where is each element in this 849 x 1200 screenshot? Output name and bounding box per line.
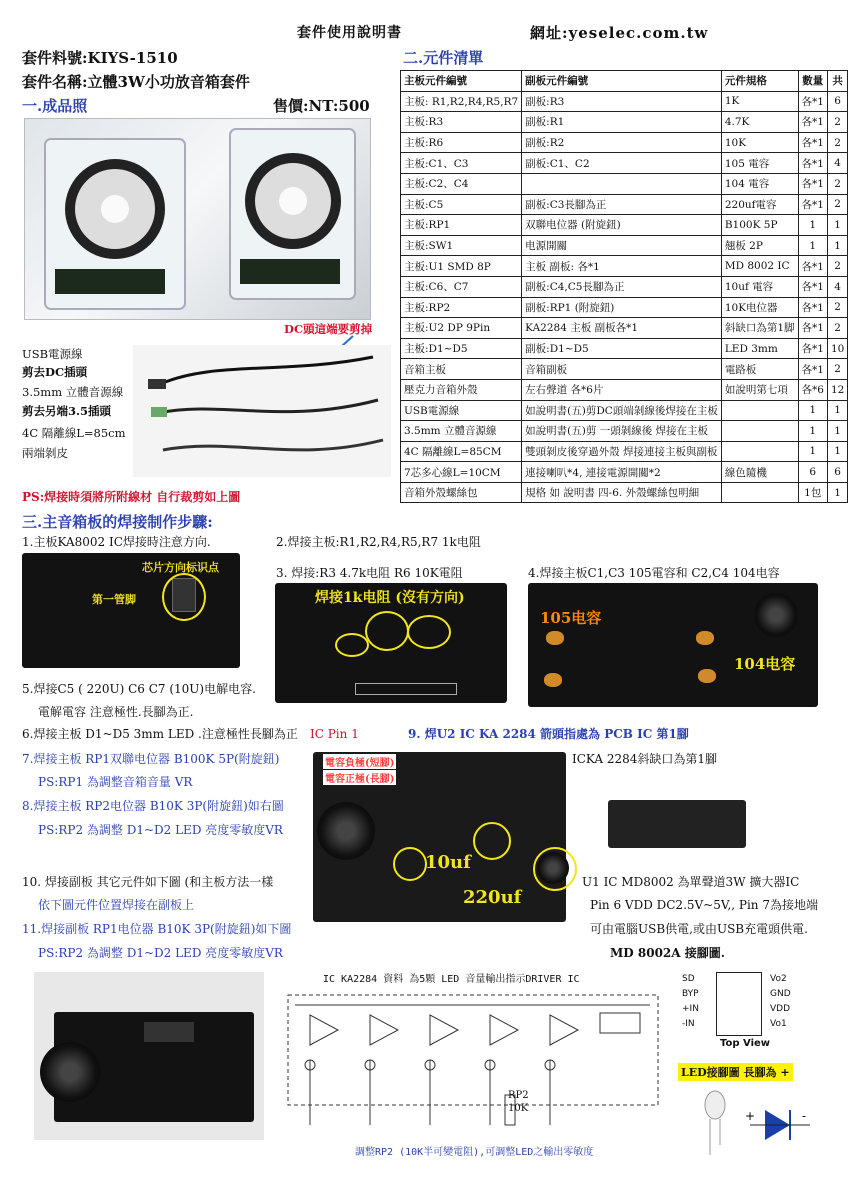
total-cell: 6 bbox=[827, 462, 847, 483]
sub-board-cell: 副板:RP1 (附旋鈕) bbox=[522, 297, 722, 318]
spec-cell: 10K电位器 bbox=[721, 297, 798, 318]
main-board-cell: 主板:R6 bbox=[401, 132, 522, 153]
sub-board-cell: KA2284 主板 副板各*1 bbox=[522, 318, 722, 339]
qty-cell: 各*1 bbox=[798, 132, 827, 153]
step-2: 2.焊接主板:R1,R2,R4,R5,R7 1k电阻 bbox=[276, 535, 481, 549]
table-row bbox=[401, 338, 848, 359]
table-row bbox=[401, 91, 848, 112]
sub-board-cell: 主板 副板: 各*1 bbox=[522, 256, 722, 277]
step-10b: 依下圖元件位置焊接在副板上 bbox=[38, 898, 195, 912]
step-6: 6.焊接主板 D1~D5 3mm LED .注意極性長腳為正 bbox=[22, 727, 298, 741]
total-cell: 6 bbox=[827, 91, 847, 112]
qty-cell: 1 bbox=[798, 421, 827, 442]
website-url[interactable]: 網址:yeselec.com.tw bbox=[530, 24, 709, 42]
sub-board-cell: 副板:C1、C2 bbox=[522, 153, 722, 174]
section-1-title: 一.成品照 bbox=[22, 97, 88, 115]
total-cell: 1 bbox=[827, 421, 847, 442]
ic-info-2: Pin 6 VDD DC2.5V~5V,, Pin 7為接地端 bbox=[590, 898, 818, 912]
main-board-cell: 4C 隔離線L=85CM bbox=[401, 441, 522, 462]
total-cell: 2 bbox=[827, 318, 847, 339]
c220uf-label: 220uf bbox=[463, 887, 522, 908]
spec-cell: 220uf電容 bbox=[721, 194, 798, 215]
total-cell: 4 bbox=[827, 276, 847, 297]
led-diagram bbox=[690, 1085, 820, 1165]
header-qty: 數量 bbox=[798, 71, 827, 92]
potentiometer bbox=[40, 1042, 100, 1102]
ic-chip-photo bbox=[608, 800, 746, 848]
highlight-circle bbox=[533, 847, 577, 891]
dc-cut-note: DC頭這端要剪掉 bbox=[284, 322, 373, 336]
spec-cell bbox=[721, 400, 798, 421]
sub-board-cell: 副板:R1 bbox=[522, 112, 722, 133]
step-7a: 7.焊接主板 RP1双聯电位器 B100K 5P(附旋鈕) bbox=[22, 752, 280, 766]
highlight-circle bbox=[162, 573, 206, 621]
pcb-photo-main bbox=[313, 752, 566, 922]
spec-cell: 4.7K bbox=[721, 112, 798, 133]
table-row bbox=[401, 215, 848, 236]
header-spec: 元件規格 bbox=[721, 71, 798, 92]
parts-table bbox=[400, 70, 848, 503]
rp2-label: RP2 bbox=[508, 1090, 529, 1101]
total-cell: 1 bbox=[827, 441, 847, 462]
qty-cell: 各*1 bbox=[798, 173, 827, 194]
main-board-cell: 主板: R1,R2,R4,R5,R7 bbox=[401, 91, 522, 112]
table-row bbox=[401, 194, 848, 215]
header-sub-board: 副板元件編號 bbox=[522, 71, 722, 92]
step-4: 4.焊接主板C1,C3 105電容和 C2,C4 104电容 bbox=[528, 566, 780, 580]
table-row bbox=[401, 359, 848, 380]
qty-cell: 1包 bbox=[798, 482, 827, 503]
ic-info-3: 可由電腦USB供電,或由USB充電頭供電. bbox=[590, 922, 808, 936]
capacitor bbox=[696, 631, 714, 645]
spec-cell: 斜缺口為第1脚 bbox=[721, 318, 798, 339]
header-main-board: 主板元件編號 bbox=[401, 71, 522, 92]
qty-cell: 各*1 bbox=[798, 318, 827, 339]
table-row bbox=[401, 462, 848, 483]
table-header-row bbox=[401, 71, 848, 92]
total-cell: 12 bbox=[827, 379, 847, 400]
highlight-circle bbox=[365, 611, 409, 651]
table-row bbox=[401, 112, 848, 133]
kit-price: 售價:NT:500 bbox=[273, 97, 370, 115]
step-8b: PS:RP2 為調整 D1~D2 LED 亮度零敏度VR bbox=[38, 823, 283, 837]
main-board-cell: 音箱外殼螺絲包 bbox=[401, 482, 522, 503]
sub-board-cell: 規格 如 說明書 四-6. 外殼螺絲包明細 bbox=[522, 482, 722, 503]
c104-label: 104电容 bbox=[734, 655, 796, 673]
neg-short-label: 電容負極(短腳) bbox=[323, 754, 396, 769]
spec-cell: B100K 5P bbox=[721, 215, 798, 236]
spec-cell bbox=[721, 421, 798, 442]
main-board-cell: USB電源線 bbox=[401, 400, 522, 421]
ps-note: PS:焊接時須將所附線材 自行裁剪如上圖 bbox=[22, 490, 241, 504]
main-board-cell: 主板:C1、C3 bbox=[401, 153, 522, 174]
sub-board-photo bbox=[34, 972, 264, 1140]
spec-cell: MD 8002 IC bbox=[721, 256, 798, 277]
table-row bbox=[401, 318, 848, 339]
qty-cell: 1 bbox=[798, 441, 827, 462]
sub-board-cell: 連接喇叭*4, 連接電源開關*2 bbox=[522, 462, 722, 483]
table-row bbox=[401, 153, 848, 174]
pcb-photo-ic-direction bbox=[22, 553, 240, 668]
table-row bbox=[401, 173, 848, 194]
md8002-pinout bbox=[680, 968, 810, 1048]
qty-cell: 各*1 bbox=[798, 153, 827, 174]
c10uf-label: 10uf bbox=[425, 852, 471, 873]
qty-cell: 6 bbox=[798, 462, 827, 483]
table-row bbox=[401, 441, 848, 462]
table-row bbox=[401, 256, 848, 277]
total-cell: 1 bbox=[827, 215, 847, 236]
total-cell: 1 bbox=[827, 482, 847, 503]
ic-pin1-label: IC Pin 1 bbox=[310, 727, 359, 741]
section-3-title: 三.主音箱板的焊接制作步驟: bbox=[22, 513, 213, 531]
led-pin-title: LED接腳圖 長腳為 + bbox=[678, 1063, 793, 1081]
ic-info-1: U1 IC MD8002 為單聲道3W 擴大器IC bbox=[582, 875, 800, 889]
bevel-note: ICKA 2284斜缺口為第1腳 bbox=[572, 752, 718, 766]
qty-cell: 各*1 bbox=[798, 112, 827, 133]
total-cell: 1 bbox=[827, 400, 847, 421]
sub-board-cell: 副板:C4,C5長腳為正 bbox=[522, 276, 722, 297]
highlight-circle bbox=[473, 822, 511, 860]
cable-label-3: 3.5mm 立體音源線 bbox=[22, 385, 124, 399]
capacitor bbox=[546, 631, 564, 645]
pin-header bbox=[355, 683, 457, 695]
table-row bbox=[401, 379, 848, 400]
top-view-label: Top View bbox=[720, 1038, 771, 1049]
cable-label-4: 剪去另端3.5插頭 bbox=[22, 404, 112, 418]
rp2-value: 10K bbox=[508, 1103, 529, 1114]
step-7b: PS:RP1 為調整音箱音量 VR bbox=[38, 775, 193, 789]
total-cell: 2 bbox=[827, 132, 847, 153]
highlight-circle bbox=[335, 633, 369, 657]
qty-cell: 各*1 bbox=[798, 256, 827, 277]
sub-board-cell: 如說明書(五)剪 一頭剝線後 焊接在主板 bbox=[522, 421, 722, 442]
sub-board-cell: 副板:C3長腳為正 bbox=[522, 194, 722, 215]
spec-cell: 104 電容 bbox=[721, 173, 798, 194]
cable-label-1: USB電源線 bbox=[22, 347, 83, 361]
capacitor bbox=[698, 669, 716, 683]
capacitor bbox=[544, 673, 562, 687]
c105-label: 105电容 bbox=[540, 609, 602, 627]
step-5b: 電解電容 注意極性.長腳為正. bbox=[38, 705, 194, 719]
cable-label-2: 剪去DC插頭 bbox=[22, 365, 88, 379]
pcb-photo-capacitors bbox=[528, 583, 818, 707]
sub-board-cell: 雙頭剝皮後穿過外殼 焊接連接主板與副板 bbox=[522, 441, 722, 462]
circuit-note: 調整RP2 (10K半可變電阻),可調整LED之輸出零敏度 bbox=[355, 1147, 594, 1158]
qty-cell: 各*6 bbox=[798, 379, 827, 400]
spec-cell: 10K bbox=[721, 132, 798, 153]
step-11b: PS:RP2 為調整 D1~D2 LED 亮度零敏度VR bbox=[38, 946, 283, 960]
qty-cell: 各*1 bbox=[798, 359, 827, 380]
kit-name: 套件名稱:立體3W小功放音箱套件 bbox=[22, 73, 250, 91]
table-row bbox=[401, 482, 848, 503]
sub-board-cell: 副板:R2 bbox=[522, 132, 722, 153]
main-board-cell: 主板:SW1 bbox=[401, 235, 522, 256]
pcb-photo-resistors bbox=[275, 583, 507, 703]
sub-board-cell: 副板:R3 bbox=[522, 91, 722, 112]
step-11a: 11.焊接副板 RP1电位器 B10K 3P(附旋鈕)如下圖 bbox=[22, 922, 292, 936]
cables-photo bbox=[133, 345, 391, 477]
sub-board-cell: 如說明書(五)剪DC頭端剝線後焊接在主板 bbox=[522, 400, 722, 421]
highlight-circle bbox=[393, 847, 427, 881]
main-board-cell: 主板:C2、C4 bbox=[401, 173, 522, 194]
main-board-cell: 3.5mm 立體音源線 bbox=[401, 421, 522, 442]
cable-label-5: 4C 隔離線L=85cm bbox=[22, 426, 126, 440]
pos-long-label: 電容正極(長腳) bbox=[323, 770, 396, 785]
document-title: 套件使用說明書 bbox=[297, 25, 402, 41]
table-row bbox=[401, 276, 848, 297]
section-2-title: 二.元件清單 bbox=[403, 49, 484, 67]
step-5a: 5.焊接C5 ( 220U) C6 C7 (10U)电解电容. bbox=[22, 682, 256, 696]
spec-cell: 10uf 電容 bbox=[721, 276, 798, 297]
potentiometer bbox=[754, 593, 798, 637]
spec-cell: 如說明第七項 bbox=[721, 379, 798, 400]
svg-text:+: + bbox=[745, 1109, 756, 1123]
no-direction-label: 焊接1k电阻 (沒有方向) bbox=[315, 590, 465, 606]
sub-board-cell bbox=[522, 173, 722, 194]
pinout-title: MD 8002A 接腳圖. bbox=[610, 946, 725, 960]
main-board-cell: 主板:D1~D5 bbox=[401, 338, 522, 359]
table-row bbox=[401, 297, 848, 318]
product-photo bbox=[24, 118, 371, 320]
step-3: 3. 焊接:R3 4.7k电阻 R6 10K電阻 bbox=[276, 566, 463, 580]
main-board-cell: 主板:C6、C7 bbox=[401, 276, 522, 297]
spec-cell: LED 3mm bbox=[721, 338, 798, 359]
step-8a: 8.焊接主板 RP2电位器 B10K 3P(附旋鈕)如右圖 bbox=[22, 799, 284, 813]
kit-code: 套件料號:KIYS-1510 bbox=[22, 49, 178, 67]
main-board-cell: 主板:RP2 bbox=[401, 297, 522, 318]
spec-cell: 105 電容 bbox=[721, 153, 798, 174]
total-cell: 2 bbox=[827, 194, 847, 215]
qty-cell: 各*1 bbox=[798, 297, 827, 318]
sub-board-cell: 音箱副板 bbox=[522, 359, 722, 380]
table-row bbox=[401, 132, 848, 153]
main-board-cell: 主板:C5 bbox=[401, 194, 522, 215]
table-row bbox=[401, 235, 848, 256]
spec-cell: 翹板 2P bbox=[721, 235, 798, 256]
spec-cell: 1K bbox=[721, 91, 798, 112]
sub-board-cell: 副板:D1~D5 bbox=[522, 338, 722, 359]
potentiometer bbox=[317, 802, 375, 860]
svg-text:-: - bbox=[802, 1109, 807, 1123]
main-board-cell: 主板:R3 bbox=[401, 112, 522, 133]
pins-right: Vo2 GND VDD Vo1 bbox=[770, 974, 791, 1029]
qty-cell: 1 bbox=[798, 400, 827, 421]
spec-cell bbox=[721, 441, 798, 462]
pins-left: SD BYP +IN -IN bbox=[682, 974, 699, 1029]
qty-cell: 各*1 bbox=[798, 338, 827, 359]
chip-mark-label: 芯片方向标识点 bbox=[142, 561, 219, 574]
main-board-cell: 7芯多心線L=10CM bbox=[401, 462, 522, 483]
qty-cell: 各*1 bbox=[798, 91, 827, 112]
header-total: 共 bbox=[827, 71, 847, 92]
qty-cell: 各*1 bbox=[798, 194, 827, 215]
step-1: 1.主板KA8002 IC焊接時注意方向. bbox=[22, 535, 211, 549]
ic-chip bbox=[144, 1022, 194, 1042]
main-board-cell: 主板:RP1 bbox=[401, 215, 522, 236]
total-cell: 2 bbox=[827, 256, 847, 277]
table-row bbox=[401, 400, 848, 421]
total-cell: 2 bbox=[827, 297, 847, 318]
circuit-diagram bbox=[280, 985, 665, 1155]
total-cell: 2 bbox=[827, 112, 847, 133]
spec-cell: 線色隨機 bbox=[721, 462, 798, 483]
ic-body bbox=[716, 972, 762, 1036]
total-cell: 10 bbox=[827, 338, 847, 359]
total-cell: 4 bbox=[827, 153, 847, 174]
spec-cell bbox=[721, 482, 798, 503]
total-cell: 2 bbox=[827, 173, 847, 194]
sub-board-cell: 电源開關 bbox=[522, 235, 722, 256]
qty-cell: 1 bbox=[798, 215, 827, 236]
pin1-label: 第一管脚 bbox=[92, 593, 136, 606]
cable-label-6: 兩端剝皮 bbox=[22, 446, 68, 460]
spec-cell: 電路板 bbox=[721, 359, 798, 380]
main-board-cell: 音箱主板 bbox=[401, 359, 522, 380]
sub-board-cell: 双聯电位器 (附旋鈕) bbox=[522, 215, 722, 236]
main-board-cell: 主板:U2 DP 9Pin bbox=[401, 318, 522, 339]
total-cell: 1 bbox=[827, 235, 847, 256]
step-10a: 10. 焊接副板 其它元件如下圖 (和主板方法一樣 bbox=[22, 875, 274, 889]
main-board-cell: 主板:U1 SMD 8P bbox=[401, 256, 522, 277]
main-board-cell: 壓克力音箱外殼 bbox=[401, 379, 522, 400]
sub-board-cell: 左右聲道 各*6片 bbox=[522, 379, 722, 400]
highlight-circle bbox=[407, 615, 451, 649]
qty-cell: 1 bbox=[798, 235, 827, 256]
table-row bbox=[401, 421, 848, 442]
circuit-title: IC KA2284 資料 為5顆 LED 音量輸出指示DRIVER IC bbox=[323, 974, 580, 985]
qty-cell: 各*1 bbox=[798, 276, 827, 297]
step-9: 9. 焊U2 IC KA 2284 箭頭指處為 PCB IC 第1腳 bbox=[408, 727, 689, 741]
speaker-illustration bbox=[25, 119, 370, 319]
total-cell: 2 bbox=[827, 359, 847, 380]
